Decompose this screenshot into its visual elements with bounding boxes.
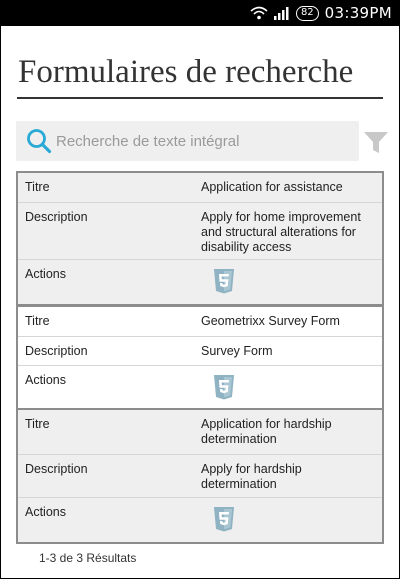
result-card [16,305,384,411]
page-title: Formulaires de recherche [18,54,354,90]
wifi-icon [250,6,268,20]
result-description: Apply for hardship determination [201,462,302,491]
title-label: Titre [25,180,50,194]
title-divider [17,97,383,99]
result-card [16,171,384,306]
result-actions-row [18,366,382,409]
result-description-row [18,337,382,366]
result-actions-row [18,498,382,542]
title-label: Titre [25,417,50,431]
description-label: Description [25,344,88,358]
result-title-row [18,307,382,337]
search-icon[interactable] [26,128,52,154]
search-bar[interactable] [16,121,359,161]
actions-label: Actions [25,505,66,519]
result-title-row [18,173,382,203]
html5-form-icon[interactable] [212,268,236,294]
filter-icon[interactable] [363,129,389,155]
search-input[interactable] [52,121,352,161]
result-title: Application for hardship determination [201,417,332,446]
result-title: Application for assistance [201,180,343,194]
result-title-row [18,410,382,455]
signal-icon [274,6,290,20]
html5-form-icon[interactable] [212,374,236,400]
screen [1,26,399,578]
actions-label: Actions [25,267,66,281]
result-description: Survey Form [201,344,273,358]
battery-indicator: 82 [296,6,319,21]
html5-form-icon[interactable] [212,506,236,532]
result-card [16,408,384,544]
results-count: 1-3 de 3 Résultats [39,551,137,565]
result-title: Geometrixx Survey Form [201,314,340,328]
description-label: Description [25,462,88,476]
description-label: Description [25,210,88,224]
result-description-row [18,203,382,260]
result-description: Apply for home improvement and structural alterations for disability access [201,210,361,254]
result-description-row [18,455,382,498]
status-bar [0,0,400,26]
title-label: Titre [25,314,50,328]
result-actions-row [18,260,382,304]
actions-label: Actions [25,373,66,387]
status-time: 03:39PM [324,4,392,22]
